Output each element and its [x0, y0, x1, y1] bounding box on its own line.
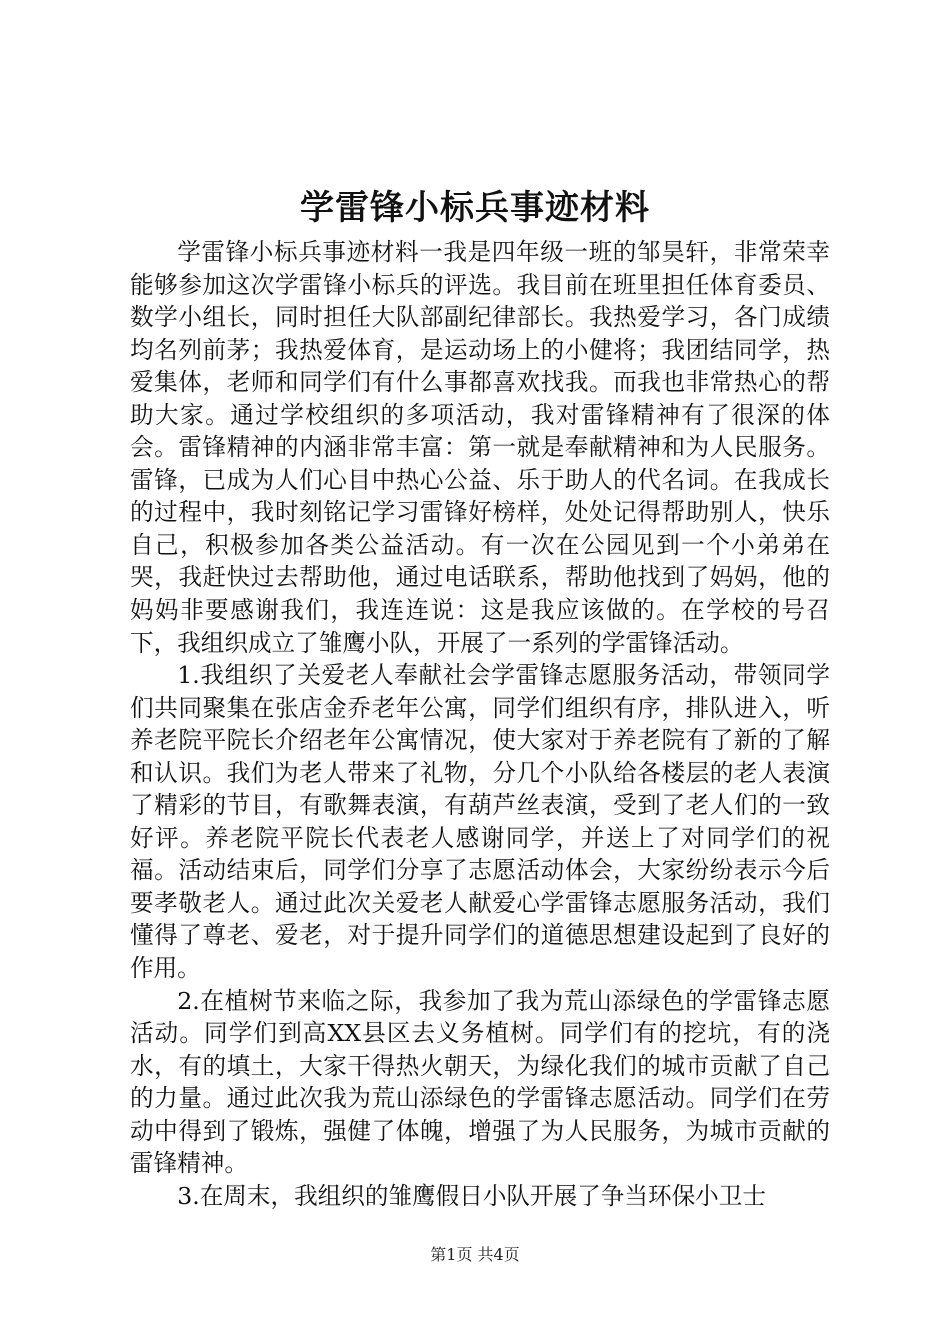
paragraph-intro: 学雷锋小标兵事迹材料一我是四年级一班的邹昊轩，非常荣幸能够参加这次学雷锋小标兵的评选。我目前在班里担任体育委员、数学小组长，同时担任大队部副纪律部长。我热爱学习，各门成绩均名列前茅；我热爱体育，是运动场上的小健将；我团结同学，热爱集体，老师和同学们有什么事都喜欢找我。而我也非常热心的帮助大家。通过学校组织的多项活动，我对雷锋精神有了很深的体会。雷锋精神的内涵非常丰富：第一就是奉献精神和为人民服务。雷锋，已成为人们心目中热心公益、乐于助人的代名词。在我成长的过程中，我时刻铭记学习雷锋好榜样，处处记得帮助别人，快乐自己，积极参加各类公益活动。有一次在公园见到一个小弟弟在哭，我赶快过去帮助他，通过电话联系，帮助他找到了妈妈，他的妈妈非要感谢我们，我连连说：这是我应该做的。在学校的号召下，我组织成立了雏鹰小队，开展了一系列的学雷锋活动。	[130, 238, 830, 657]
paragraph-item-2: 2.在植树节来临之际，我参加了我为荒山添绿色的学雷锋志愿活动。同学们到高XX县区去义务植树。同学们有的挖坑，有的浇水，有的填土，大家干得热火朝天，为绿化我们的城市贡献了自己的力量。通过此次我为荒山添绿色的学雷锋志愿活动。同学们在劳动中得到了锻炼，强健了体魄，增强了为人民服务，为城市贡献的雷锋精神。	[130, 986, 830, 1178]
document-body	[130, 236, 830, 1212]
page-footer: 第1页 共4页	[430, 1245, 520, 1264]
paragraph-item-3: 3.在周末，我组织的雏鹰假日小队开展了争当环保小卫士	[177, 1181, 766, 1210]
paragraph-item-1: 1.我组织了关爱老人奉献社会学雷锋志愿服务活动，带领同学们共同聚集在张店金乔老年公寓，同学们组织有序，排队进入，听养老院平院长介绍老年公寓情况，使大家对于养老院有了新的了解和认识。我们为老人带来了礼物，分几个小队给各楼层的老人表演了精彩的节目，有歌舞表演，有葫芦丝表演，受到了老人们的一致好评。养老院平院长代表老人感谢同学，并送上了对同学们的祝福。活动结束后，同学们分享了志愿活动体会，大家纷纷表示今后要孝敬老人。通过此次关爱老人献爱心学雷锋志愿服务活动，我们懂得了尊老、爱老，对于提升同学们的道德思想建设起到了良好的作用。	[130, 661, 830, 983]
document-title: 学雷锋小标兵事迹材料	[300, 188, 650, 228]
